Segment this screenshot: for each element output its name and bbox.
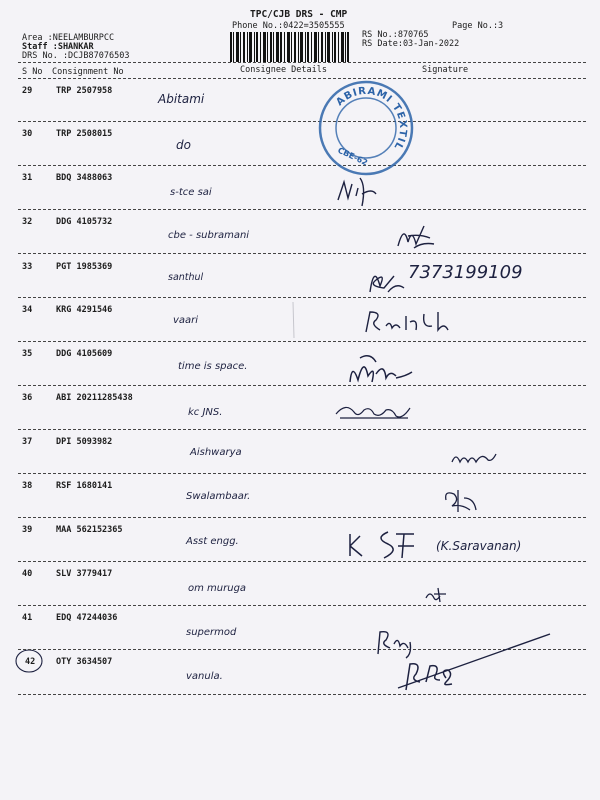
row-sno: 41 [22, 613, 33, 623]
signature-row-31 [336, 176, 386, 210]
area-label: Area :NEELAMBURPCC [22, 33, 115, 43]
handwritten-consignee: kc JNS. [188, 407, 223, 418]
row-divider [18, 209, 586, 210]
row-consignment: SLV 3779417 [56, 569, 113, 579]
handwritten-consignee: vanula. [186, 671, 223, 682]
signature-row-40 [422, 584, 450, 606]
drs-number: DRS No. :DCJB87076503 [22, 51, 130, 61]
signature-row-34 [362, 308, 462, 336]
row-consignment: PGT 1985369 [56, 262, 113, 272]
row-consignment: TRP 2507958 [56, 86, 113, 96]
signature-row-42 [396, 630, 556, 696]
staff-label: Staff :SHANKAR [22, 42, 94, 52]
row-divider [18, 121, 586, 122]
page-number: Page No.:3 [452, 21, 504, 31]
row-divider [18, 605, 586, 606]
signature-row-39 [344, 528, 436, 562]
row-divider [18, 297, 586, 298]
circle-mark [14, 648, 44, 674]
row-sno: 36 [22, 393, 33, 403]
row-divider [18, 165, 586, 166]
signature-row-33 [364, 262, 408, 296]
handwritten-consignee: santhul [168, 272, 204, 283]
row-consignment: DDG 4105732 [56, 217, 113, 227]
handwritten-name-note: (K.Saravanan) [436, 539, 522, 553]
handwritten-consignee: Asst engg. [186, 536, 239, 547]
company-stamp [316, 48, 416, 178]
row-consignment: DPI 5093982 [56, 437, 113, 447]
report-title: TPC/CJB DRS - CMP [250, 9, 348, 20]
handwritten-phone-note: 7373199109 [408, 262, 523, 283]
row-divider [18, 429, 586, 430]
row-consignment: ABI 20211285438 [56, 393, 133, 403]
rs-number: RS No.:870765 [362, 30, 429, 40]
row-sno: 40 [22, 569, 33, 579]
handwritten-consignee: vaari [173, 315, 199, 326]
signature-row-32 [394, 222, 440, 252]
handwritten-consignee: om muruga [188, 583, 247, 594]
row-divider [18, 561, 586, 562]
handwritten-consignee: do [176, 138, 191, 152]
row-sno: 34 [22, 305, 33, 315]
handwritten-consignee: supermod [186, 627, 237, 638]
row-consignment: EDQ 47244036 [56, 613, 118, 623]
handwritten-consignee: cbe - subramani [168, 230, 250, 241]
row-divider [18, 341, 586, 342]
phone-number: Phone No.:0422=3505555 [232, 21, 345, 31]
row-divider [18, 517, 586, 518]
column-signature: Signature [422, 65, 469, 75]
row-consignment: RSF 1680141 [56, 481, 113, 491]
header-divider-top [18, 62, 586, 63]
row-sno: 37 [22, 437, 33, 447]
signature-row-38 [440, 486, 482, 518]
row-consignment: DDG 4105609 [56, 349, 113, 359]
signature-row-37 [448, 444, 500, 472]
row-sno: 32 [22, 217, 33, 227]
row-consignment: KRG 4291546 [56, 305, 113, 315]
handwritten-consignee: Swalambaar. [186, 491, 251, 502]
row-sno: 35 [22, 349, 33, 359]
column-consignment: Consignment No [52, 67, 124, 77]
handwritten-consignee: Aishwarya [190, 447, 242, 458]
handwritten-consignee: Abitami [158, 92, 205, 106]
row-sno: 30 [22, 129, 33, 139]
column-consignee: Consignee Details [240, 65, 327, 75]
stamp-name: ABIRAMI TEXTILES [334, 48, 409, 152]
handwritten-consignee: time is space. [178, 361, 248, 372]
rs-date: RS Date:03-Jan-2022 [362, 39, 460, 49]
column-sno: S No [22, 67, 43, 77]
row-consignment: OTY 3634507 [56, 657, 113, 667]
row-sno: 38 [22, 481, 33, 491]
header-divider-bottom [18, 78, 586, 79]
row-sno: 31 [22, 173, 33, 183]
row-sno: 33 [22, 262, 33, 272]
row-consignment: BDQ 3488063 [56, 173, 113, 183]
barcode [230, 32, 350, 62]
row-sno: 39 [22, 525, 33, 535]
row-divider [18, 473, 586, 474]
row-sno: 29 [22, 86, 33, 96]
signature-row-35 [346, 352, 416, 388]
row-divider [18, 385, 586, 386]
scan-smudge [288, 300, 298, 340]
row-consignment: TRP 2508015 [56, 129, 113, 139]
signature-row-36 [332, 398, 414, 426]
row-sno: 42 [25, 657, 36, 667]
stamp-code: CBE-62 [336, 145, 370, 168]
row-consignment: MAA 562152365 [56, 525, 123, 535]
handwritten-consignee: s-tce sai [170, 187, 212, 198]
row-divider [18, 253, 586, 254]
